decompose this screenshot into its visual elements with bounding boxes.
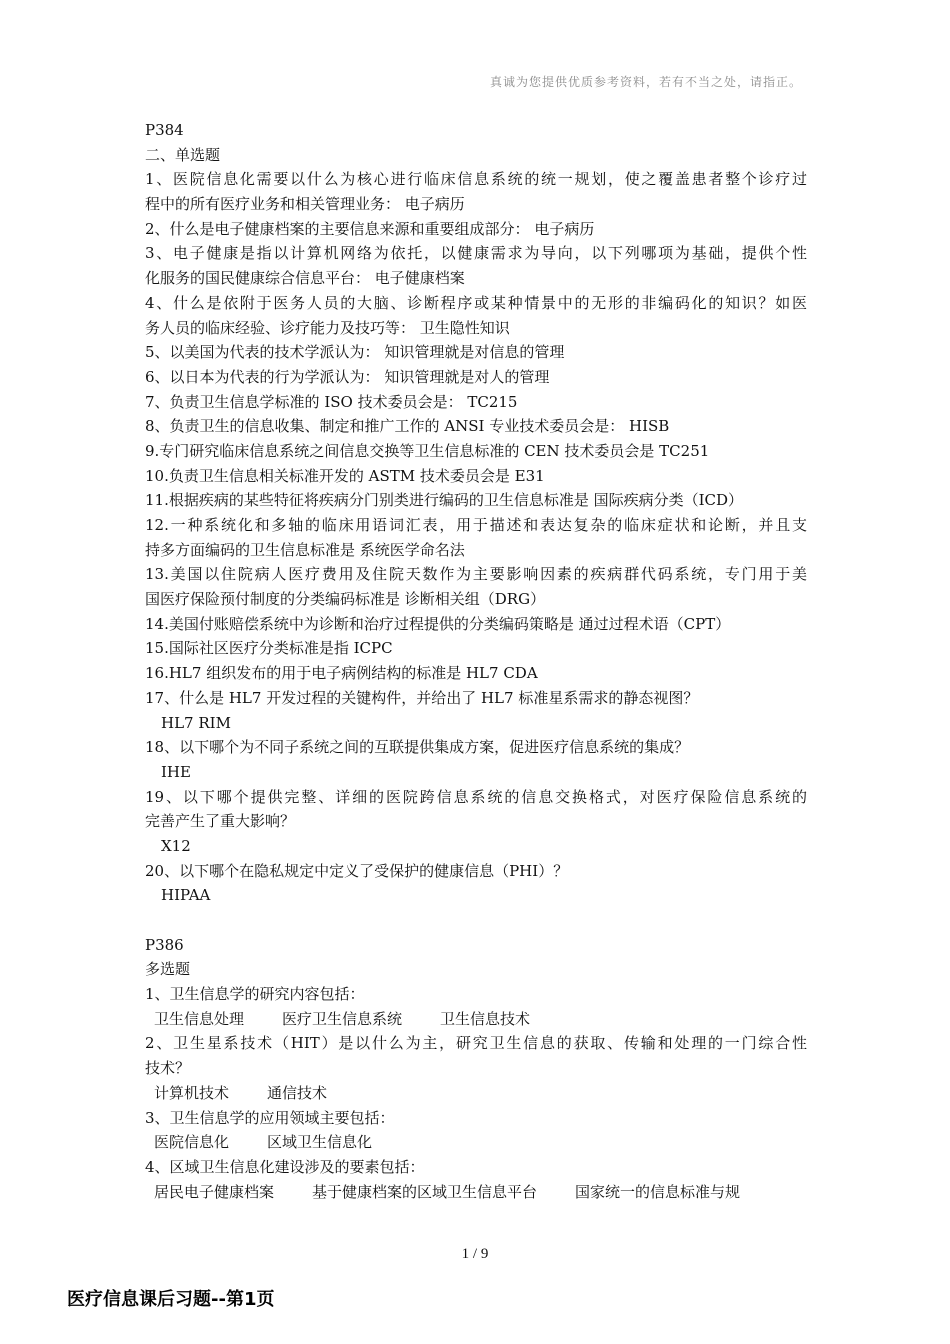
answer-option: 计算机技术 <box>154 1083 230 1102</box>
question-line: 5、以美国为代表的技术学派认为： 知识管理就是对信息的管理 <box>145 343 565 362</box>
answer-options <box>145 1081 807 1106</box>
answer-option: 区域卫生信息化 <box>267 1133 373 1152</box>
answer-line: HL7 RIM <box>161 713 231 732</box>
question-line: 6、以日本为代表的行为学派认为： 知识管理就是对人的管理 <box>145 367 550 386</box>
answer-line: HIPAA <box>161 886 211 905</box>
question-line: 2、卫生星系技术（HIT）是以什么为主，研究卫生信息的获取、传输和处理的一门综合性 <box>145 1034 807 1053</box>
answer-option: 通信技术 <box>267 1083 328 1102</box>
answer-option: 医院信息化 <box>154 1133 230 1152</box>
page-number: 1 / 9 <box>461 1246 489 1262</box>
question-line: 18、以下哪个为不同子系统之间的互联提供集成方案，促进医疗信息系统的集成？ <box>145 738 690 757</box>
question-line: 3、卫生信息学的应用领域主要包括： <box>145 1108 395 1127</box>
page-reference: P384 <box>145 121 184 139</box>
question-line: 1、医院信息化需要以什么为核心进行临床信息系统的统一规划，使之覆盖患者整个诊疗过 <box>145 170 807 189</box>
question-line: 程中的所有医疗业务和相关管理业务： 电子病历 <box>145 195 465 214</box>
question-line: 8、负责卫生的信息收集、制定和推广工作的 ANSI 专业技术委员会是： HISB <box>145 417 670 436</box>
answer-option: 卫生信息技术 <box>440 1009 531 1028</box>
question-line: 2、什么是电子健康档案的主要信息来源和重要组成部分： 电子病历 <box>145 219 595 238</box>
question-line: 9.专门研究临床信息系统之间信息交换等卫生信息标准的 CEN 技术委员会是 TC251 <box>145 441 710 460</box>
question-line: 12.一种系统化和多轴的临床用语词汇表，用于描述和表达复杂的临床症状和论断，并且支 <box>145 516 807 534</box>
spacer <box>145 908 807 933</box>
section-heading: 多选题 <box>145 960 191 979</box>
question-line: 4、什么是依附于医务人员的大脑、诊断程序或某种情景中的无形的非编码化的知识？如医 <box>145 293 807 312</box>
answer-options <box>145 1007 807 1032</box>
section-heading: 二、单选题 <box>145 145 221 164</box>
answer-line: IHE <box>161 762 191 781</box>
question-line: 化服务的国民健康综合信息平台： 电子健康档案 <box>145 269 465 288</box>
question-line: 16.HL7 组织发布的用于电子病例结构的标准是 HL7 CDA <box>145 664 538 683</box>
question-line: 3、电子健康是指以计算机网络为依托，以健康需求为导向，以下列哪项为基础，提供个性 <box>145 244 807 263</box>
answer-option: 居民电子健康档案 <box>154 1182 275 1201</box>
question-line: 1、卫生信息学的研究内容包括： <box>145 985 365 1004</box>
answer-options <box>145 1180 807 1205</box>
document-body <box>145 118 807 1204</box>
question-line: 15.国际社区医疗分类标准是指 ICPC <box>145 639 393 658</box>
answer-option: 基于健康档案的区域卫生信息平台 <box>312 1182 538 1201</box>
question-line: 14.美国付账赔偿系统中为诊断和治疗过程提供的分类编码策略是 通过过程术语（CPT） <box>145 614 731 633</box>
question-line: 7、负责卫生信息学标准的 ISO 技术委员会是： TC215 <box>145 392 518 411</box>
answer-option: 国家统一的信息标准与规 <box>575 1182 741 1201</box>
footer-title: 医疗信息课后习题--第1页 <box>67 1289 275 1310</box>
answer-option: 医疗卫生信息系统 <box>282 1009 403 1028</box>
question-line: 13.美国以住院病人医疗费用及住院天数作为主要影响因素的疾病群代码系统，专门用于美 <box>145 565 807 584</box>
question-line: 持多方面编码的卫生信息标准是 系统医学命名法 <box>145 540 465 559</box>
question-line: 20、以下哪个在隐私规定中定义了受保护的健康信息（PHI）？ <box>145 861 569 880</box>
page-reference: P386 <box>145 935 184 954</box>
answer-option: 卫生信息处理 <box>154 1009 245 1028</box>
question-line: 技术？ <box>145 1059 191 1078</box>
question-line: 4、区域卫生信息化建设涉及的要素包括： <box>145 1157 425 1176</box>
question-line: 务人员的临床经验、诊疗能力及技巧等： 卫生隐性知识 <box>145 318 510 337</box>
question-line: 19、以下哪个提供完整、详细的医院跨信息系统的信息交换格式，对医疗保险信息系统的 <box>145 787 807 806</box>
header-note: 真诚为您提供优质参考资料，若有不当之处，请指正。 <box>489 75 802 89</box>
question-line: 10.负责卫生信息相关标准开发的 ASTM 技术委员会是 E31 <box>145 466 545 485</box>
answer-options <box>145 1130 807 1155</box>
question-line: 完善产生了重大影响？ <box>145 812 296 831</box>
question-line: 11.根据疾病的某些特征将疾病分门别类进行编码的卫生信息标准是 国际疾病分类（ICD） <box>145 491 744 510</box>
question-line: 国医疗保险预付制度的分类编码标准是 诊断相关组（DRG） <box>145 590 546 609</box>
answer-line: X12 <box>161 836 191 855</box>
question-line: 17、什么是 HL7 开发过程的关键构件，并给出了 HL7 标准星系需求的静态视图？ <box>145 688 699 707</box>
